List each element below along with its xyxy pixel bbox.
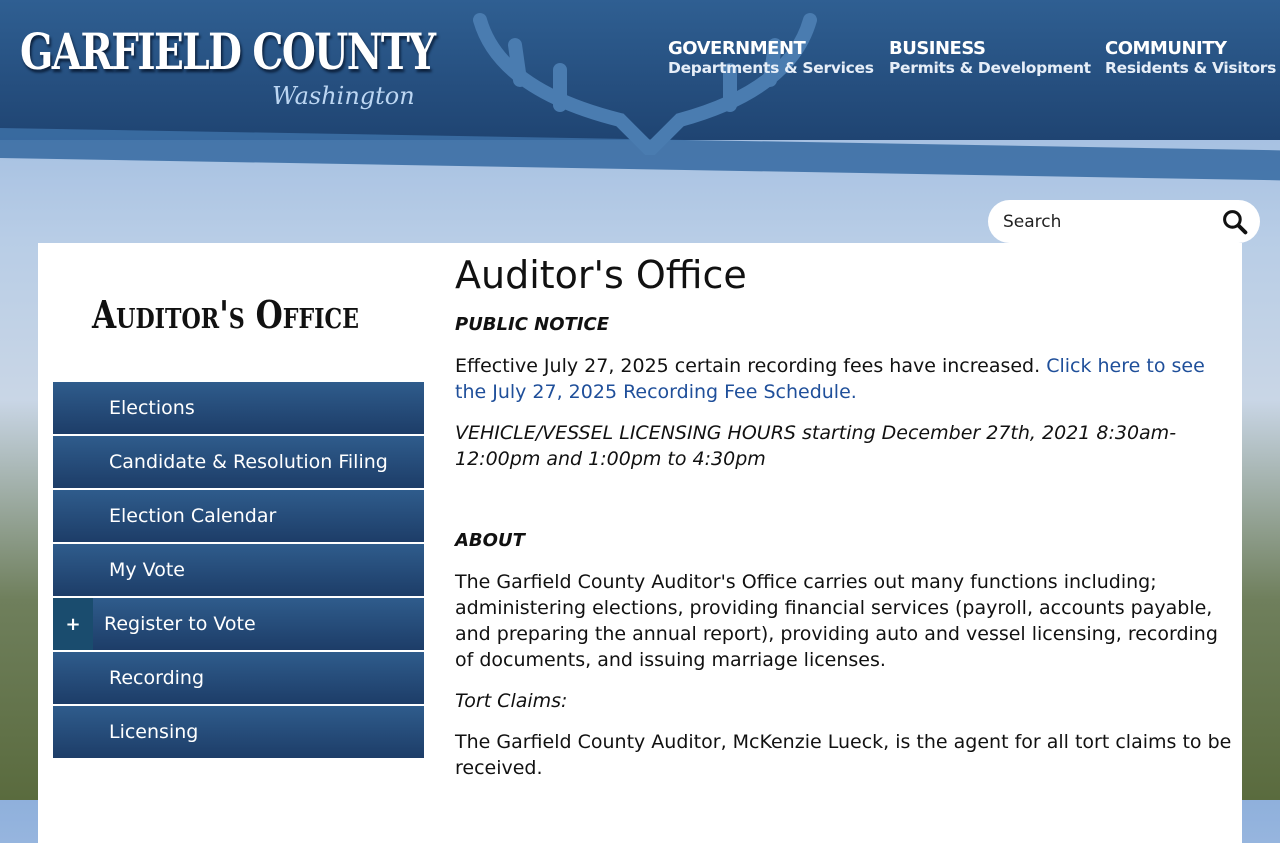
nav-subtitle: Residents & Visitors: [1105, 59, 1277, 77]
sidebar-item-candidate-filing[interactable]: [53, 436, 424, 488]
logo-title[interactable]: GARFIELD COUNTY: [20, 22, 435, 81]
sidebar-item-label: Recording: [109, 667, 205, 689]
tort-claims-text: The Garfield County Auditor, McKenzie Lueck, is the agent for all tort claims to be received.: [455, 731, 1232, 779]
sidebar-item-register-to-vote[interactable]: [53, 598, 424, 650]
nav-subtitle: Departments & Services: [668, 59, 874, 77]
search-icon[interactable]: [1222, 207, 1248, 237]
sidebar-item-label: My Vote: [109, 559, 185, 581]
sidebar-item-label: Election Calendar: [109, 505, 277, 527]
sidebar-title: Auditor's Office: [92, 292, 360, 337]
sidebar-item-label: Licensing: [109, 721, 199, 743]
nav-community[interactable]: [1105, 38, 1276, 77]
sidebar-item-licensing[interactable]: [53, 706, 424, 758]
logo-subtitle: Washington: [272, 82, 415, 110]
nav-business[interactable]: [889, 38, 1091, 77]
nav-title: BUSINESS: [889, 38, 986, 59]
main-content: [455, 252, 1235, 796]
sidebar-item-label: Register to Vote: [104, 613, 256, 635]
sidebar-item-label: Candidate & Resolution Filing: [109, 451, 388, 473]
page-title: Auditor's Office: [455, 253, 747, 297]
antler-logo-icon: [460, 10, 830, 155]
about-heading: ABOUT: [455, 530, 525, 551]
notice-text: Effective July 27, 2025 certain recording fees have increased.: [455, 355, 1047, 377]
about-text: The Garfield County Auditor's Office carries out many functions including; administering elections, providing financial services (payroll, accounts payable, and preparing the annual report), providing auto and vessel licensing, recording of documents, and issuing marriage licenses.: [455, 571, 1218, 671]
public-notice-heading: PUBLIC NOTICE: [455, 314, 610, 335]
expand-plus-icon[interactable]: +: [53, 598, 93, 650]
sidebar-item-my-vote[interactable]: [53, 544, 424, 596]
licensing-hours: VEHICLE/VESSEL LICENSING HOURS starting December 27th, 2021 8:30am-12:00pm and 1:00pm to 4:30pm: [455, 422, 1177, 470]
fee-schedule-link[interactable]: Click here to see the July 27, 2025 Recording Fee Schedule.: [455, 355, 1205, 403]
tort-claims-heading: Tort Claims:: [455, 690, 568, 712]
sidebar-item-recording[interactable]: [53, 652, 424, 704]
search-box: [988, 200, 1260, 243]
sidebar-item-election-calendar[interactable]: [53, 490, 424, 542]
nav-subtitle: Permits & Development: [889, 59, 1091, 77]
sidebar-item-label: Elections: [109, 397, 195, 419]
sidebar-menu: [53, 382, 424, 760]
nav-government[interactable]: [668, 38, 874, 77]
search-input[interactable]: [1003, 212, 1222, 232]
nav-title: GOVERNMENT: [668, 38, 806, 59]
sidebar-item-elections[interactable]: [53, 382, 424, 434]
nav-title: COMMUNITY: [1105, 38, 1227, 59]
notice-paragraph: [455, 353, 1235, 405]
